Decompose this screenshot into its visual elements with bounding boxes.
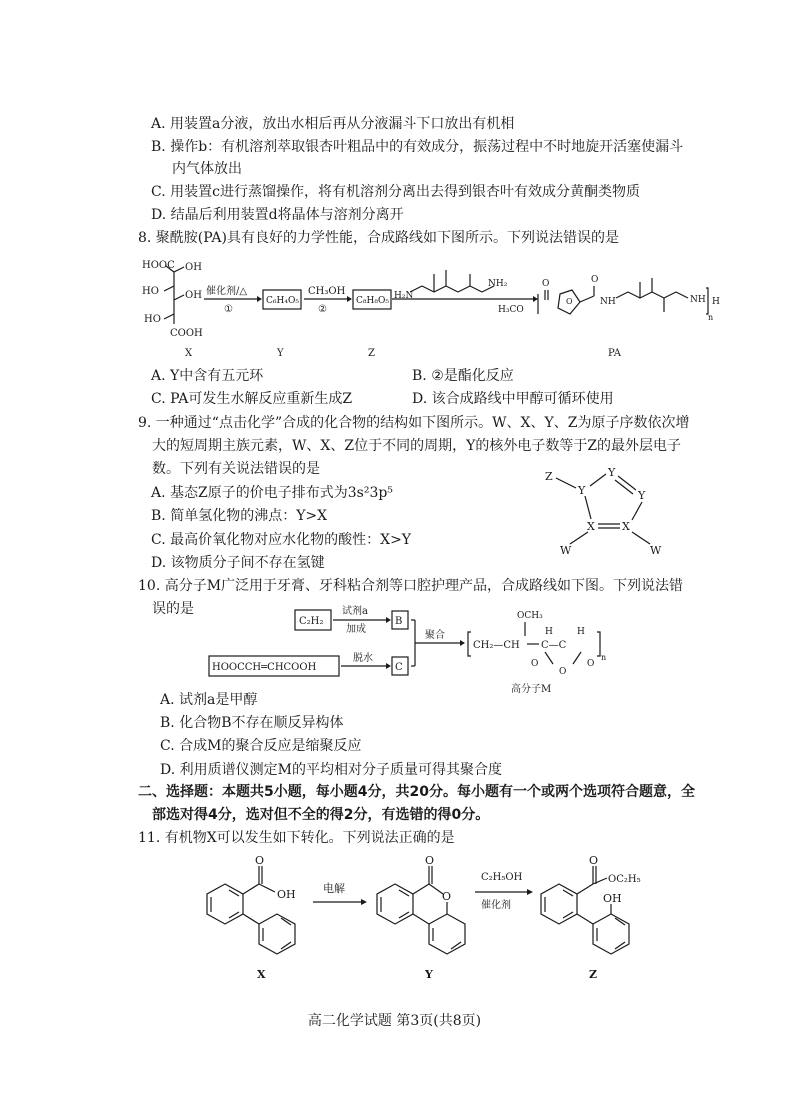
pa-nh-1: NH <box>600 297 616 307</box>
label-pa: PA <box>608 348 622 359</box>
y-formula: C₆H₄O₅ <box>266 296 299 306</box>
atom-w-2: W <box>650 544 662 557</box>
q10-option-a: A. 试剂a是甲醇 <box>160 692 258 708</box>
q8-option-b: B. ②是酯化反应 <box>412 368 514 384</box>
section2-rules: 部选对得4分，选对但不全的得2分，有选错的得0分。 <box>152 807 490 823</box>
x-hooc-label: HOOC <box>142 260 175 271</box>
step1-number: ① <box>224 304 233 315</box>
q8-option-d: D. 该合成路线中甲醇可循环使用 <box>412 391 614 407</box>
q7-option-c: C. 用装置c进行蒸馏操作，将有机溶剂分离出去得到银杏叶有效成分黄酮类物质 <box>151 184 640 200</box>
x-oh-1: OH <box>185 262 202 273</box>
polymer-m <box>468 611 606 695</box>
q11-compound-x <box>207 854 296 981</box>
q8-option-c: C. PA可发生水解反应重新生成Z <box>151 391 353 407</box>
x-cooh-label: COOH <box>170 328 203 339</box>
atom-w-1: W <box>560 544 572 557</box>
x-oh: OH <box>277 888 296 901</box>
m-o-1: O <box>531 659 539 669</box>
q11-compound-z <box>541 854 641 981</box>
label-x-11: X <box>257 968 266 981</box>
z-oh: OH <box>603 892 622 905</box>
q11-scheme <box>195 852 695 987</box>
q9-stem-3: 数。下列有关说法错误的是 <box>152 461 320 477</box>
z-oc2h5: OC₂H₅ <box>608 874 641 885</box>
catalyst-label: 催化剂 <box>481 900 511 911</box>
q9-structure <box>538 462 678 557</box>
y-carbonyl-o: O <box>425 854 435 867</box>
label-z-11: Z <box>589 968 598 981</box>
atom-x-2: X <box>622 520 630 533</box>
m-och3: OCH₃ <box>517 611 543 621</box>
reagent-a-label: 试剂a <box>342 606 368 617</box>
atom-z: Z <box>545 470 553 483</box>
q10-stem-2: 误的是 <box>152 601 194 617</box>
label-y: Y <box>277 348 284 359</box>
step2-reagent: CH₃OH <box>308 286 346 297</box>
q9-option-c: C. 最高价氧化物对应水化物的酸性：X>Y <box>151 532 412 548</box>
q8-option-a: A. Y中含有五元环 <box>151 368 264 384</box>
b-label: B <box>395 616 403 627</box>
q7-option-b: B. 操作b：有机溶剂萃取银杏叶粗品中的有效成分，振荡过程中不时地旋开活塞使漏斗 <box>151 139 684 155</box>
q7-option-b-cont: 内气体放出 <box>172 161 242 177</box>
q8-compound-x <box>142 260 203 359</box>
q11-compound-y <box>377 854 465 981</box>
diamine-nh2: NH₂ <box>488 279 508 289</box>
c-label: C <box>395 662 403 673</box>
q9-option-a: A. 基态Z原子的价电子排布式为3s²3p⁵ <box>151 485 393 501</box>
q7-option-d: D. 结晶后利用装置d将晶体与溶剂分离开 <box>151 207 404 223</box>
pa-h: H <box>712 297 720 307</box>
q9-stem-2: 大的短周期主族元素，W、X、Z位于不同的周期，Y的核外电子数等于Z的最外层电子 <box>152 438 682 454</box>
x-ho-2: HO <box>144 314 161 325</box>
q10-stem-1: 10. 高分子M广泛用于牙膏、牙科粘合剂等口腔护理产品，合成路线如下图。下列说法错 <box>138 578 684 594</box>
pa-n: n <box>708 313 714 322</box>
q11-stem: 11. 有机物X可以发生如下转化。下列说法正确的是 <box>138 830 455 846</box>
atom-y-1: Y <box>578 484 586 497</box>
q9-option-b: B. 简单氢化物的沸点：Y>X <box>151 508 328 524</box>
m-n: n <box>601 653 607 662</box>
m-cc: C—C <box>541 640 567 651</box>
q9-stem-1: 9. 一种通过“点击化学”合成的化合物的结构如下图所示。W、X、Y、Z为原子序数依次增 <box>138 415 690 431</box>
q8-scheme <box>140 252 720 360</box>
c2h2-label: C₂H₂ <box>299 616 324 627</box>
atom-y-3: Y <box>638 489 646 502</box>
m-h-1: H <box>545 627 553 637</box>
pa-h3co: H₃CO <box>498 305 524 315</box>
z-formula: C₈H₈O₅ <box>356 296 389 306</box>
y-ring-o: O <box>442 890 452 903</box>
step1-conditions: 催化剂/△ <box>206 286 248 297</box>
q10-option-b: B. 化合物B不存在顺反异构体 <box>160 715 344 731</box>
atom-y-2: Y <box>608 466 616 479</box>
z-carbonyl-o: O <box>589 854 599 867</box>
q10-scheme <box>205 600 625 696</box>
electrolysis-label: 电解 <box>323 882 345 895</box>
pa-o-2: O <box>591 275 599 285</box>
m-ring-o: O <box>559 667 567 677</box>
q10-option-c: C. 合成M的聚合反应是缩聚反应 <box>160 738 362 754</box>
label-z: Z <box>368 348 375 359</box>
x-ho-1: HO <box>142 286 159 297</box>
ethanol-label: C₂H₅OH <box>481 872 523 883</box>
q7-option-a: A. 用装置a分液，放出水相后再从分液漏斗下口放出有机相 <box>151 116 515 132</box>
q9-option-d: D. 该物质分子间不存在氢键 <box>151 555 325 571</box>
polymerize-label: 聚合 <box>425 630 445 641</box>
diamine-reagent <box>394 270 508 301</box>
label-m: 高分子M <box>511 684 552 695</box>
m-h-2: H <box>577 627 585 637</box>
label-y-11: Y <box>425 968 433 981</box>
addition-label: 加成 <box>346 624 366 635</box>
m-o-2: O <box>587 659 595 669</box>
q8-stem: 8. 聚酰胺(PA)具有良好的力学性能，合成路线如下图所示。下列说法错误的是 <box>138 230 619 246</box>
label-x: X <box>185 348 193 359</box>
diamine-h2n: H₂N <box>394 291 414 301</box>
pa-polymer <box>498 275 720 359</box>
maleic-acid-label: HOOCCH═CHCOOH <box>212 662 317 673</box>
step2-number: ② <box>318 304 327 315</box>
page-footer: 高二化学试题 第3页(共8页) <box>307 1013 482 1029</box>
pa-nh-2: NH <box>690 295 706 305</box>
q10-option-d: D. 利用质谱仪测定M的平均相对分子质量可得其聚合度 <box>160 762 502 778</box>
pa-furan-o: O <box>566 297 573 306</box>
x-oh-2: OH <box>185 290 202 301</box>
dehydrate-label: 脱水 <box>353 653 373 664</box>
x-carbonyl-o: O <box>255 854 265 867</box>
pa-o-1: O <box>542 279 550 289</box>
m-ch2ch: CH₂—CH <box>473 640 520 651</box>
atom-x-1: X <box>587 520 595 533</box>
section2-title: 二、选择题：本题共5小题，每小题4分，共20分。每小题有一个或两个选项符合题意，全 <box>138 784 695 800</box>
